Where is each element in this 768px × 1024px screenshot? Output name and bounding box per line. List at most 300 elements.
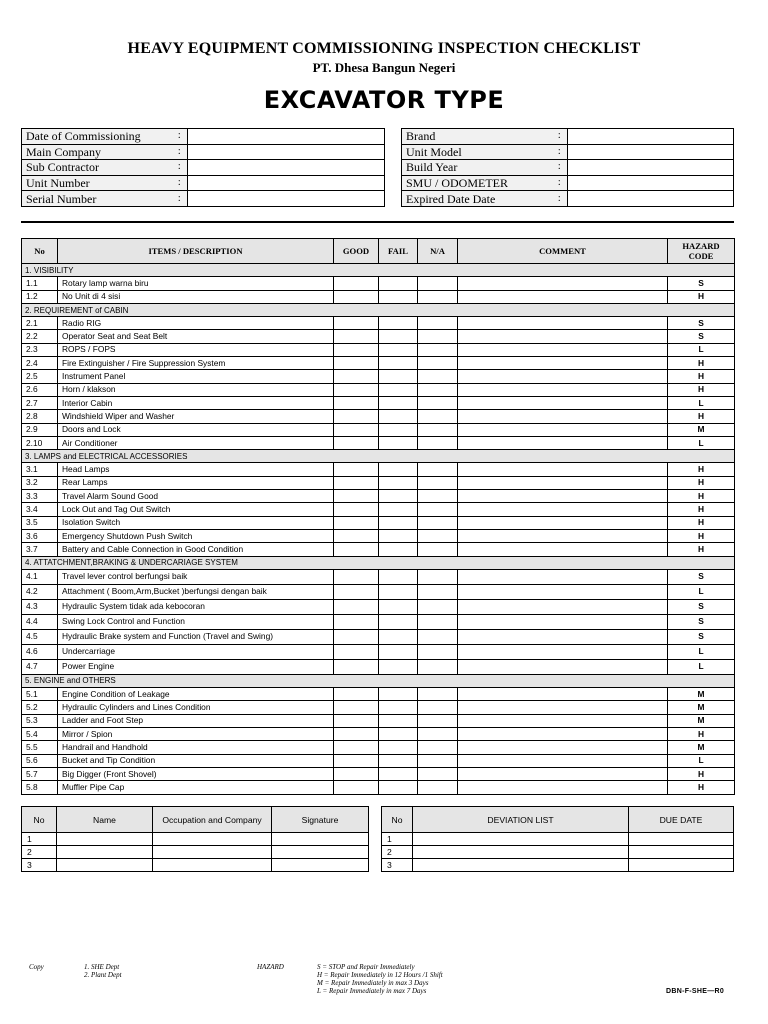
checklist-row xyxy=(22,516,735,529)
comment-cell[interactable] xyxy=(458,714,668,727)
na-cell[interactable] xyxy=(418,396,458,409)
info-value-field[interactable] xyxy=(568,191,734,207)
fail-cell[interactable] xyxy=(379,754,418,767)
na-cell[interactable] xyxy=(418,569,458,584)
info-row xyxy=(402,191,734,207)
no-header: No xyxy=(382,807,413,833)
comment-cell[interactable] xyxy=(458,290,668,303)
due-date-cell[interactable] xyxy=(629,833,734,846)
hazard-legend-item: M = Repair Immediately in max 3 Days xyxy=(317,979,429,987)
comment-cell[interactable] xyxy=(458,728,668,741)
info-colon: : xyxy=(172,144,188,160)
item-number: 4.4 xyxy=(22,614,58,629)
comment-cell[interactable] xyxy=(458,317,668,330)
info-row xyxy=(22,175,385,191)
fail-cell[interactable] xyxy=(379,701,418,714)
item-description: Hydraulic Brake system and Function (Travel and Swing) xyxy=(58,629,334,644)
comment-cell[interactable] xyxy=(458,343,668,356)
section-title: 1. VISIBILITY xyxy=(22,264,735,277)
signature-cell[interactable] xyxy=(272,833,369,846)
good-cell[interactable] xyxy=(334,343,379,356)
fail-cell[interactable] xyxy=(379,688,418,701)
na-cell[interactable] xyxy=(418,330,458,343)
item-number: 1.2 xyxy=(22,290,58,303)
col-header-good: GOOD xyxy=(334,239,379,264)
checklist-row xyxy=(22,490,735,503)
info-row xyxy=(22,160,385,176)
section-title: 5. ENGINE and OTHERS xyxy=(22,674,735,687)
comment-cell[interactable] xyxy=(458,543,668,556)
company-name: PT. Dhesa Bangun Negeri xyxy=(312,60,456,75)
na-cell[interactable] xyxy=(418,629,458,644)
hazard-code: H xyxy=(668,781,735,794)
fail-cell[interactable] xyxy=(379,423,418,436)
comment-cell[interactable] xyxy=(458,754,668,767)
fail-cell[interactable] xyxy=(379,476,418,489)
occupation-company-cell[interactable] xyxy=(153,833,272,846)
comment-cell[interactable] xyxy=(458,767,668,780)
table-row xyxy=(22,846,369,859)
hazard-legend xyxy=(317,963,443,995)
hazard-code: M xyxy=(668,688,735,701)
fail-cell[interactable] xyxy=(379,644,418,659)
comment-cell[interactable] xyxy=(458,584,668,599)
comment-cell[interactable] xyxy=(458,410,668,423)
na-cell[interactable] xyxy=(418,644,458,659)
na-cell[interactable] xyxy=(418,383,458,396)
hazard-code: H xyxy=(668,767,735,780)
fail-cell[interactable] xyxy=(379,370,418,383)
comment-cell[interactable] xyxy=(458,277,668,290)
col-header-hazard-code: HAZARD CODE xyxy=(668,239,735,264)
item-number: 2.10 xyxy=(22,436,58,449)
item-number: 5.3 xyxy=(22,714,58,727)
info-row xyxy=(402,160,734,176)
hazard-code: M xyxy=(668,714,735,727)
item-description: Rotary lamp warna biru xyxy=(58,277,334,290)
item-number: 2.7 xyxy=(22,396,58,409)
fail-cell[interactable] xyxy=(379,330,418,343)
fail-cell[interactable] xyxy=(379,659,418,674)
name-cell[interactable] xyxy=(57,859,153,872)
comment-cell[interactable] xyxy=(458,569,668,584)
good-cell[interactable] xyxy=(334,767,379,780)
comment-cell[interactable] xyxy=(458,490,668,503)
good-cell[interactable] xyxy=(334,599,379,614)
good-cell[interactable] xyxy=(334,569,379,584)
hazard-code: S xyxy=(668,277,735,290)
deviation-cell[interactable] xyxy=(413,846,629,859)
item-number: 2.6 xyxy=(22,383,58,396)
comment-cell[interactable] xyxy=(458,423,668,436)
item-description: Attachment ( Boom,Arm,Bucket )berfungsi dengan baik xyxy=(58,584,334,599)
good-cell[interactable] xyxy=(334,781,379,794)
item-description: Horn / klakson xyxy=(58,383,334,396)
info-row xyxy=(402,144,734,160)
fail-cell[interactable] xyxy=(379,357,418,370)
name-cell[interactable] xyxy=(57,833,153,846)
fail-cell[interactable] xyxy=(379,629,418,644)
separator-line xyxy=(21,221,734,223)
occupation-company-header: Occupation and Company xyxy=(153,807,272,833)
comment-cell[interactable] xyxy=(458,476,668,489)
info-label: Date of Commissioning xyxy=(22,129,172,145)
item-number: 1.1 xyxy=(22,277,58,290)
good-cell[interactable] xyxy=(334,659,379,674)
na-cell[interactable] xyxy=(418,714,458,727)
item-number: 4.7 xyxy=(22,659,58,674)
checklist-row xyxy=(22,701,735,714)
item-number: 4.2 xyxy=(22,584,58,599)
good-cell[interactable] xyxy=(334,370,379,383)
na-cell[interactable] xyxy=(418,754,458,767)
comment-cell[interactable] xyxy=(458,357,668,370)
item-description: Head Lamps xyxy=(58,463,334,476)
fail-cell[interactable] xyxy=(379,569,418,584)
hazard-code: H xyxy=(668,728,735,741)
comment-cell[interactable] xyxy=(458,614,668,629)
hazard-code: L xyxy=(668,584,735,599)
fail-cell[interactable] xyxy=(379,343,418,356)
good-cell[interactable] xyxy=(334,741,379,754)
info-row xyxy=(402,129,734,145)
section-title: 3. LAMPS and ELECTRICAL ACCESSORIES xyxy=(22,450,735,463)
na-cell[interactable] xyxy=(418,701,458,714)
item-description: Fire Extinguisher / Fire Suppression System xyxy=(58,357,334,370)
checklist-row xyxy=(22,503,735,516)
good-cell[interactable] xyxy=(334,701,379,714)
good-cell[interactable] xyxy=(334,688,379,701)
section-header-row xyxy=(22,674,735,687)
copy-list xyxy=(84,963,122,979)
good-cell[interactable] xyxy=(334,584,379,599)
col-header-fail: FAIL xyxy=(379,239,418,264)
name-header: Name xyxy=(57,807,153,833)
info-colon: : xyxy=(552,144,568,160)
fail-cell[interactable] xyxy=(379,317,418,330)
info-value-field[interactable] xyxy=(188,129,385,145)
good-cell[interactable] xyxy=(334,383,379,396)
info-label: Expired Date Date xyxy=(402,191,552,207)
info-colon: : xyxy=(552,160,568,176)
na-cell[interactable] xyxy=(418,543,458,556)
section-title: 2. REQUIREMENT of CABIN xyxy=(22,303,735,316)
checklist-row xyxy=(22,543,735,556)
comment-cell[interactable] xyxy=(458,529,668,542)
info-colon: : xyxy=(552,129,568,145)
na-cell[interactable] xyxy=(418,490,458,503)
hazard-code: L xyxy=(668,754,735,767)
na-cell[interactable] xyxy=(418,317,458,330)
item-number: 2.1 xyxy=(22,317,58,330)
hazard-code: S xyxy=(668,599,735,614)
fail-cell[interactable] xyxy=(379,396,418,409)
good-cell[interactable] xyxy=(334,516,379,529)
info-value-field[interactable] xyxy=(568,129,734,145)
table-row xyxy=(22,833,369,846)
copy-item: 2. Plant Dept xyxy=(84,971,122,979)
na-cell[interactable] xyxy=(418,728,458,741)
info-value-field[interactable] xyxy=(188,144,385,160)
item-number: 3.1 xyxy=(22,463,58,476)
col-header-no: No xyxy=(22,239,58,264)
item-description: Swing Lock Control and Function xyxy=(58,614,334,629)
item-number: 3.7 xyxy=(22,543,58,556)
na-cell[interactable] xyxy=(418,741,458,754)
item-number: 4.5 xyxy=(22,629,58,644)
good-cell[interactable] xyxy=(334,330,379,343)
hazard-code: S xyxy=(668,317,735,330)
info-label: SMU / ODOMETER xyxy=(402,175,552,191)
na-cell[interactable] xyxy=(418,476,458,489)
copy-label: Copy xyxy=(29,963,44,971)
na-cell[interactable] xyxy=(418,343,458,356)
fail-cell[interactable] xyxy=(379,781,418,794)
info-value-field[interactable] xyxy=(188,175,385,191)
checklist-row xyxy=(22,529,735,542)
item-number: 5.5 xyxy=(22,741,58,754)
fail-cell[interactable] xyxy=(379,503,418,516)
info-colon: : xyxy=(172,160,188,176)
good-cell[interactable] xyxy=(334,754,379,767)
fail-cell[interactable] xyxy=(379,543,418,556)
good-cell[interactable] xyxy=(334,423,379,436)
unit-info-left-table xyxy=(21,128,385,207)
fail-cell[interactable] xyxy=(379,714,418,727)
info-colon: : xyxy=(172,175,188,191)
item-number: 2.9 xyxy=(22,423,58,436)
fail-cell[interactable] xyxy=(379,599,418,614)
comment-cell[interactable] xyxy=(458,503,668,516)
hazard-code: H xyxy=(668,463,735,476)
na-cell[interactable] xyxy=(418,688,458,701)
item-description: Power Engine xyxy=(58,659,334,674)
col-header-items: ITEMS / DESCRIPTION xyxy=(58,239,334,264)
comment-cell[interactable] xyxy=(458,701,668,714)
item-description: Lock Out and Tag Out Switch xyxy=(58,503,334,516)
occupation-company-cell[interactable] xyxy=(153,846,272,859)
item-number: 2.8 xyxy=(22,410,58,423)
fail-cell[interactable] xyxy=(379,463,418,476)
hazard-code: M xyxy=(668,741,735,754)
copy-item: 1. SHE Dept xyxy=(84,963,120,971)
occupation-company-cell[interactable] xyxy=(153,859,272,872)
no-header: No xyxy=(22,807,57,833)
comment-cell[interactable] xyxy=(458,436,668,449)
fail-cell[interactable] xyxy=(379,410,418,423)
comment-cell[interactable] xyxy=(458,330,668,343)
hazard-label: HAZARD xyxy=(257,963,284,971)
good-cell[interactable] xyxy=(334,529,379,542)
deviation-cell[interactable] xyxy=(413,859,629,872)
unit-info-right-table xyxy=(401,128,734,207)
na-cell[interactable] xyxy=(418,659,458,674)
fail-cell[interactable] xyxy=(379,741,418,754)
item-number: 3.5 xyxy=(22,516,58,529)
comment-cell[interactable] xyxy=(458,781,668,794)
comment-cell[interactable] xyxy=(458,463,668,476)
item-number: 5.4 xyxy=(22,728,58,741)
good-cell[interactable] xyxy=(334,629,379,644)
comment-cell[interactable] xyxy=(458,396,668,409)
fail-cell[interactable] xyxy=(379,516,418,529)
hazard-legend-item: H = Repair Immediately in 12 Hours /1 Shift xyxy=(317,971,443,979)
comment-cell[interactable] xyxy=(458,688,668,701)
item-description: Hydraulic System tidak ada kebocoran xyxy=(58,599,334,614)
good-cell[interactable] xyxy=(334,357,379,370)
checklist-row xyxy=(22,383,735,396)
due-date-cell[interactable] xyxy=(629,846,734,859)
fail-cell[interactable] xyxy=(379,767,418,780)
good-cell[interactable] xyxy=(334,714,379,727)
section-title: 4. ATTATCHMENT,BRAKING & UNDERCARIAGE SYSTEM xyxy=(22,556,735,569)
item-number: 2.2 xyxy=(22,330,58,343)
item-number: 4.3 xyxy=(22,599,58,614)
na-cell[interactable] xyxy=(418,277,458,290)
checklist-row xyxy=(22,463,735,476)
table-row xyxy=(382,846,734,859)
item-number: 4.6 xyxy=(22,644,58,659)
good-cell[interactable] xyxy=(334,436,379,449)
na-cell[interactable] xyxy=(418,599,458,614)
na-cell[interactable] xyxy=(418,290,458,303)
hazard-code: H xyxy=(668,370,735,383)
document-title: HEAVY EQUIPMENT COMMISSIONING INSPECTION CHECKLIST xyxy=(127,40,641,57)
info-value-field[interactable] xyxy=(188,160,385,176)
fail-cell[interactable] xyxy=(379,277,418,290)
na-cell[interactable] xyxy=(418,410,458,423)
na-cell[interactable] xyxy=(418,614,458,629)
na-cell[interactable] xyxy=(418,423,458,436)
item-number: 5.7 xyxy=(22,767,58,780)
fail-cell[interactable] xyxy=(379,436,418,449)
due-date-cell[interactable] xyxy=(629,859,734,872)
good-cell[interactable] xyxy=(334,543,379,556)
item-description: Rear Lamps xyxy=(58,476,334,489)
checklist-row xyxy=(22,767,735,780)
row-number: 3 xyxy=(22,859,57,872)
info-value-field[interactable] xyxy=(188,191,385,207)
good-cell[interactable] xyxy=(334,490,379,503)
item-description: Emergency Shutdown Push Switch xyxy=(58,529,334,542)
hazard-code: L xyxy=(668,644,735,659)
item-description: No Unit di 4 sisi xyxy=(58,290,334,303)
fail-cell[interactable] xyxy=(379,614,418,629)
info-label: Brand xyxy=(402,129,552,145)
item-number: 2.4 xyxy=(22,357,58,370)
name-cell[interactable] xyxy=(57,846,153,859)
checklist-row xyxy=(22,754,735,767)
na-cell[interactable] xyxy=(418,357,458,370)
comment-cell[interactable] xyxy=(458,644,668,659)
hazard-code: S xyxy=(668,330,735,343)
na-cell[interactable] xyxy=(418,584,458,599)
good-cell[interactable] xyxy=(334,317,379,330)
na-cell[interactable] xyxy=(418,436,458,449)
good-cell[interactable] xyxy=(334,463,379,476)
hazard-legend-item: L = Repair Immediately in max 7 Days xyxy=(317,987,427,995)
na-cell[interactable] xyxy=(418,781,458,794)
checklist-row xyxy=(22,343,735,356)
good-cell[interactable] xyxy=(334,503,379,516)
na-cell[interactable] xyxy=(418,529,458,542)
good-cell[interactable] xyxy=(334,410,379,423)
hazard-code: L xyxy=(668,343,735,356)
deviation-header: DEVIATION LIST xyxy=(413,807,629,833)
info-label: Serial Number xyxy=(22,191,172,207)
comment-cell[interactable] xyxy=(458,370,668,383)
checklist-row xyxy=(22,599,735,614)
good-cell[interactable] xyxy=(334,476,379,489)
checklist-row xyxy=(22,629,735,644)
checklist-row xyxy=(22,330,735,343)
fail-cell[interactable] xyxy=(379,728,418,741)
fail-cell[interactable] xyxy=(379,383,418,396)
comment-cell[interactable] xyxy=(458,659,668,674)
signature-cell[interactable] xyxy=(272,859,369,872)
item-description: Engine Condition of Leakage xyxy=(58,688,334,701)
info-value-field[interactable] xyxy=(568,144,734,160)
fail-cell[interactable] xyxy=(379,584,418,599)
fail-cell[interactable] xyxy=(379,290,418,303)
row-number: 2 xyxy=(382,846,413,859)
item-number: 5.6 xyxy=(22,754,58,767)
good-cell[interactable] xyxy=(334,290,379,303)
comment-cell[interactable] xyxy=(458,599,668,614)
na-cell[interactable] xyxy=(418,370,458,383)
fail-cell[interactable] xyxy=(379,490,418,503)
fail-cell[interactable] xyxy=(379,529,418,542)
na-cell[interactable] xyxy=(418,516,458,529)
deviation-cell[interactable] xyxy=(413,833,629,846)
section-header-row xyxy=(22,450,735,463)
good-cell[interactable] xyxy=(334,396,379,409)
checklist-row xyxy=(22,317,735,330)
good-cell[interactable] xyxy=(334,614,379,629)
checklist-row xyxy=(22,396,735,409)
section-header-row xyxy=(22,556,735,569)
table-row xyxy=(382,833,734,846)
info-label: Sub Contractor xyxy=(22,160,172,176)
comment-cell[interactable] xyxy=(458,383,668,396)
info-row xyxy=(22,144,385,160)
item-number: 5.2 xyxy=(22,701,58,714)
document-code: DBN-F-SHE—R0 xyxy=(666,988,725,995)
signature-cell[interactable] xyxy=(272,846,369,859)
good-cell[interactable] xyxy=(334,644,379,659)
hazard-code: H xyxy=(668,357,735,370)
na-cell[interactable] xyxy=(418,503,458,516)
comment-cell[interactable] xyxy=(458,516,668,529)
info-row xyxy=(22,191,385,207)
info-label: Unit Model xyxy=(402,144,552,160)
info-value-field[interactable] xyxy=(568,160,734,176)
na-cell[interactable] xyxy=(418,767,458,780)
checklist-row xyxy=(22,410,735,423)
hazard-code: L xyxy=(668,396,735,409)
checklist-row xyxy=(22,357,735,370)
comment-cell[interactable] xyxy=(458,629,668,644)
comment-cell[interactable] xyxy=(458,741,668,754)
inspector-signature-table xyxy=(21,806,369,872)
checklist-row xyxy=(22,476,735,489)
good-cell[interactable] xyxy=(334,728,379,741)
na-cell[interactable] xyxy=(418,463,458,476)
good-cell[interactable] xyxy=(334,277,379,290)
hazard-code: M xyxy=(668,701,735,714)
checklist-row xyxy=(22,290,735,303)
info-value-field[interactable] xyxy=(568,175,734,191)
